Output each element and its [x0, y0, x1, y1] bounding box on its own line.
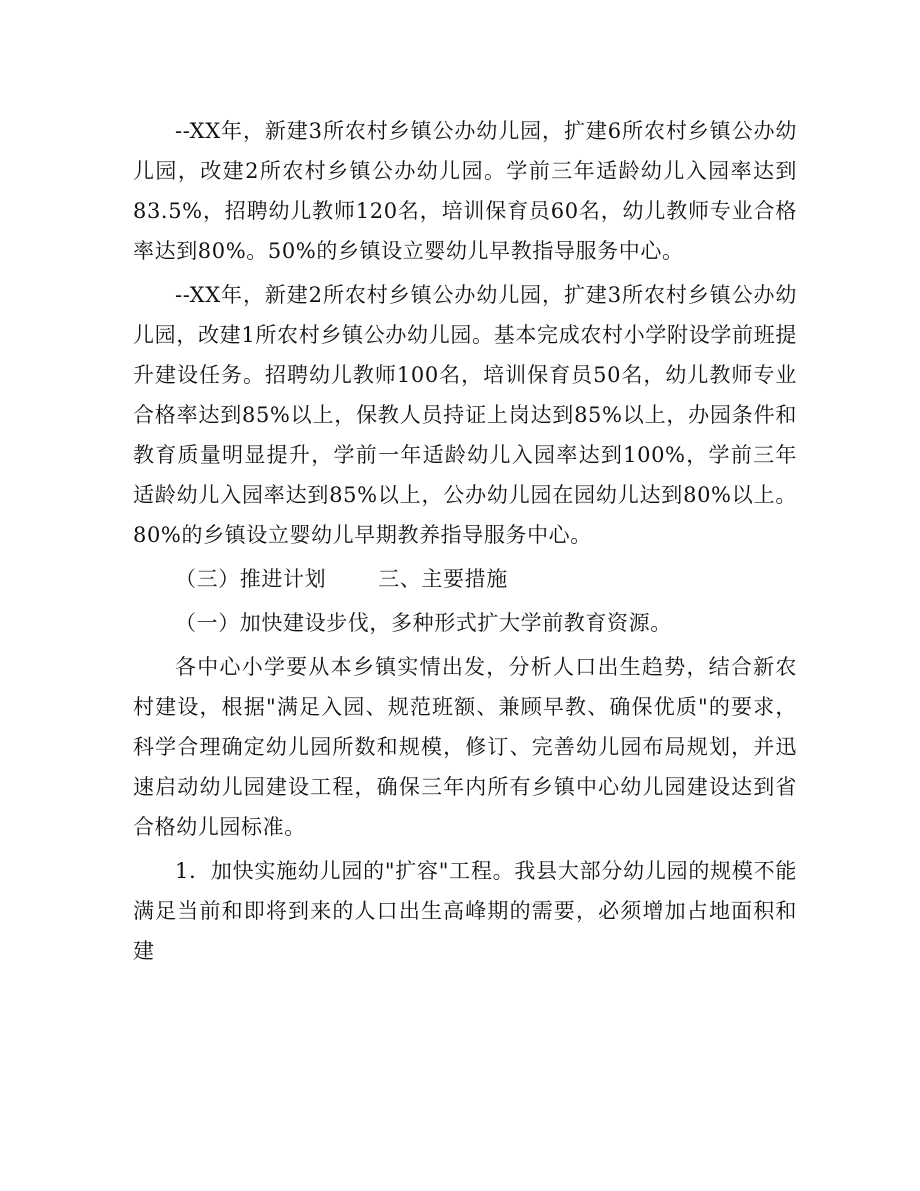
paragraph-central-schools: 各中心小学要从本乡镇实情出发，分析人口出生趋势，结合新农村建设，根据"满足入园、规范班额、兼顾早教、确保优质"的要求，科学合理确定幼儿园所数和规模，修订、完善幼儿园布局规划，并迅速启动幼儿园建设工程，确保三年内所有乡镇中心幼儿园建设达到省合格幼儿园标准。 [133, 655, 797, 839]
subheading-speed-up-construction: （一）加快建设步伐，多种形式扩大学前教育资源。 [175, 611, 672, 635]
section-headings-line [133, 559, 797, 599]
paragraph-expansion-project: 1．加快实施幼儿园的"扩容"工程。我县大部分幼儿园的规模不能满足当前和即将到来的人口出生高峰期的需要，必须增加占地面积和建 [133, 859, 797, 963]
paragraph-plan-year-2: --XX年，新建2所农村乡镇公办幼儿园，扩建3所农村乡镇公办幼儿园，改建1所农村乡镇公办幼儿园。基本完成农村小学附设学前班提升建设任务。招聘幼儿教师100名，培训保育员50名，幼儿教师专业合格率达到85%以上，保教人员持证上岗达到85%以上，办园条件和教育质量明显提升，学前一年适龄幼儿入园率达到100%，学前三年适龄幼儿入园率达到85%以上，公办幼儿园在园幼儿达到80%以上。80%的乡镇设立婴幼儿早期教养指导服务中心。 [133, 283, 797, 547]
heading-promotion-plan: （三）推进计划 [175, 567, 327, 591]
document-body [133, 111, 797, 975]
paragraph-plan-year-1: --XX年，新建3所农村乡镇公办幼儿园，扩建6所农村乡镇公办幼儿园，改建2所农村乡镇公办幼儿园。学前三年适龄幼儿入园率达到83.5%，招聘幼儿教师120名，培训保育员60名，幼儿教师专业合格率达到80%。50%的乡镇设立婴幼儿早教指导服务中心。 [133, 119, 797, 263]
heading-main-measures: 三、主要措施 [378, 567, 508, 591]
